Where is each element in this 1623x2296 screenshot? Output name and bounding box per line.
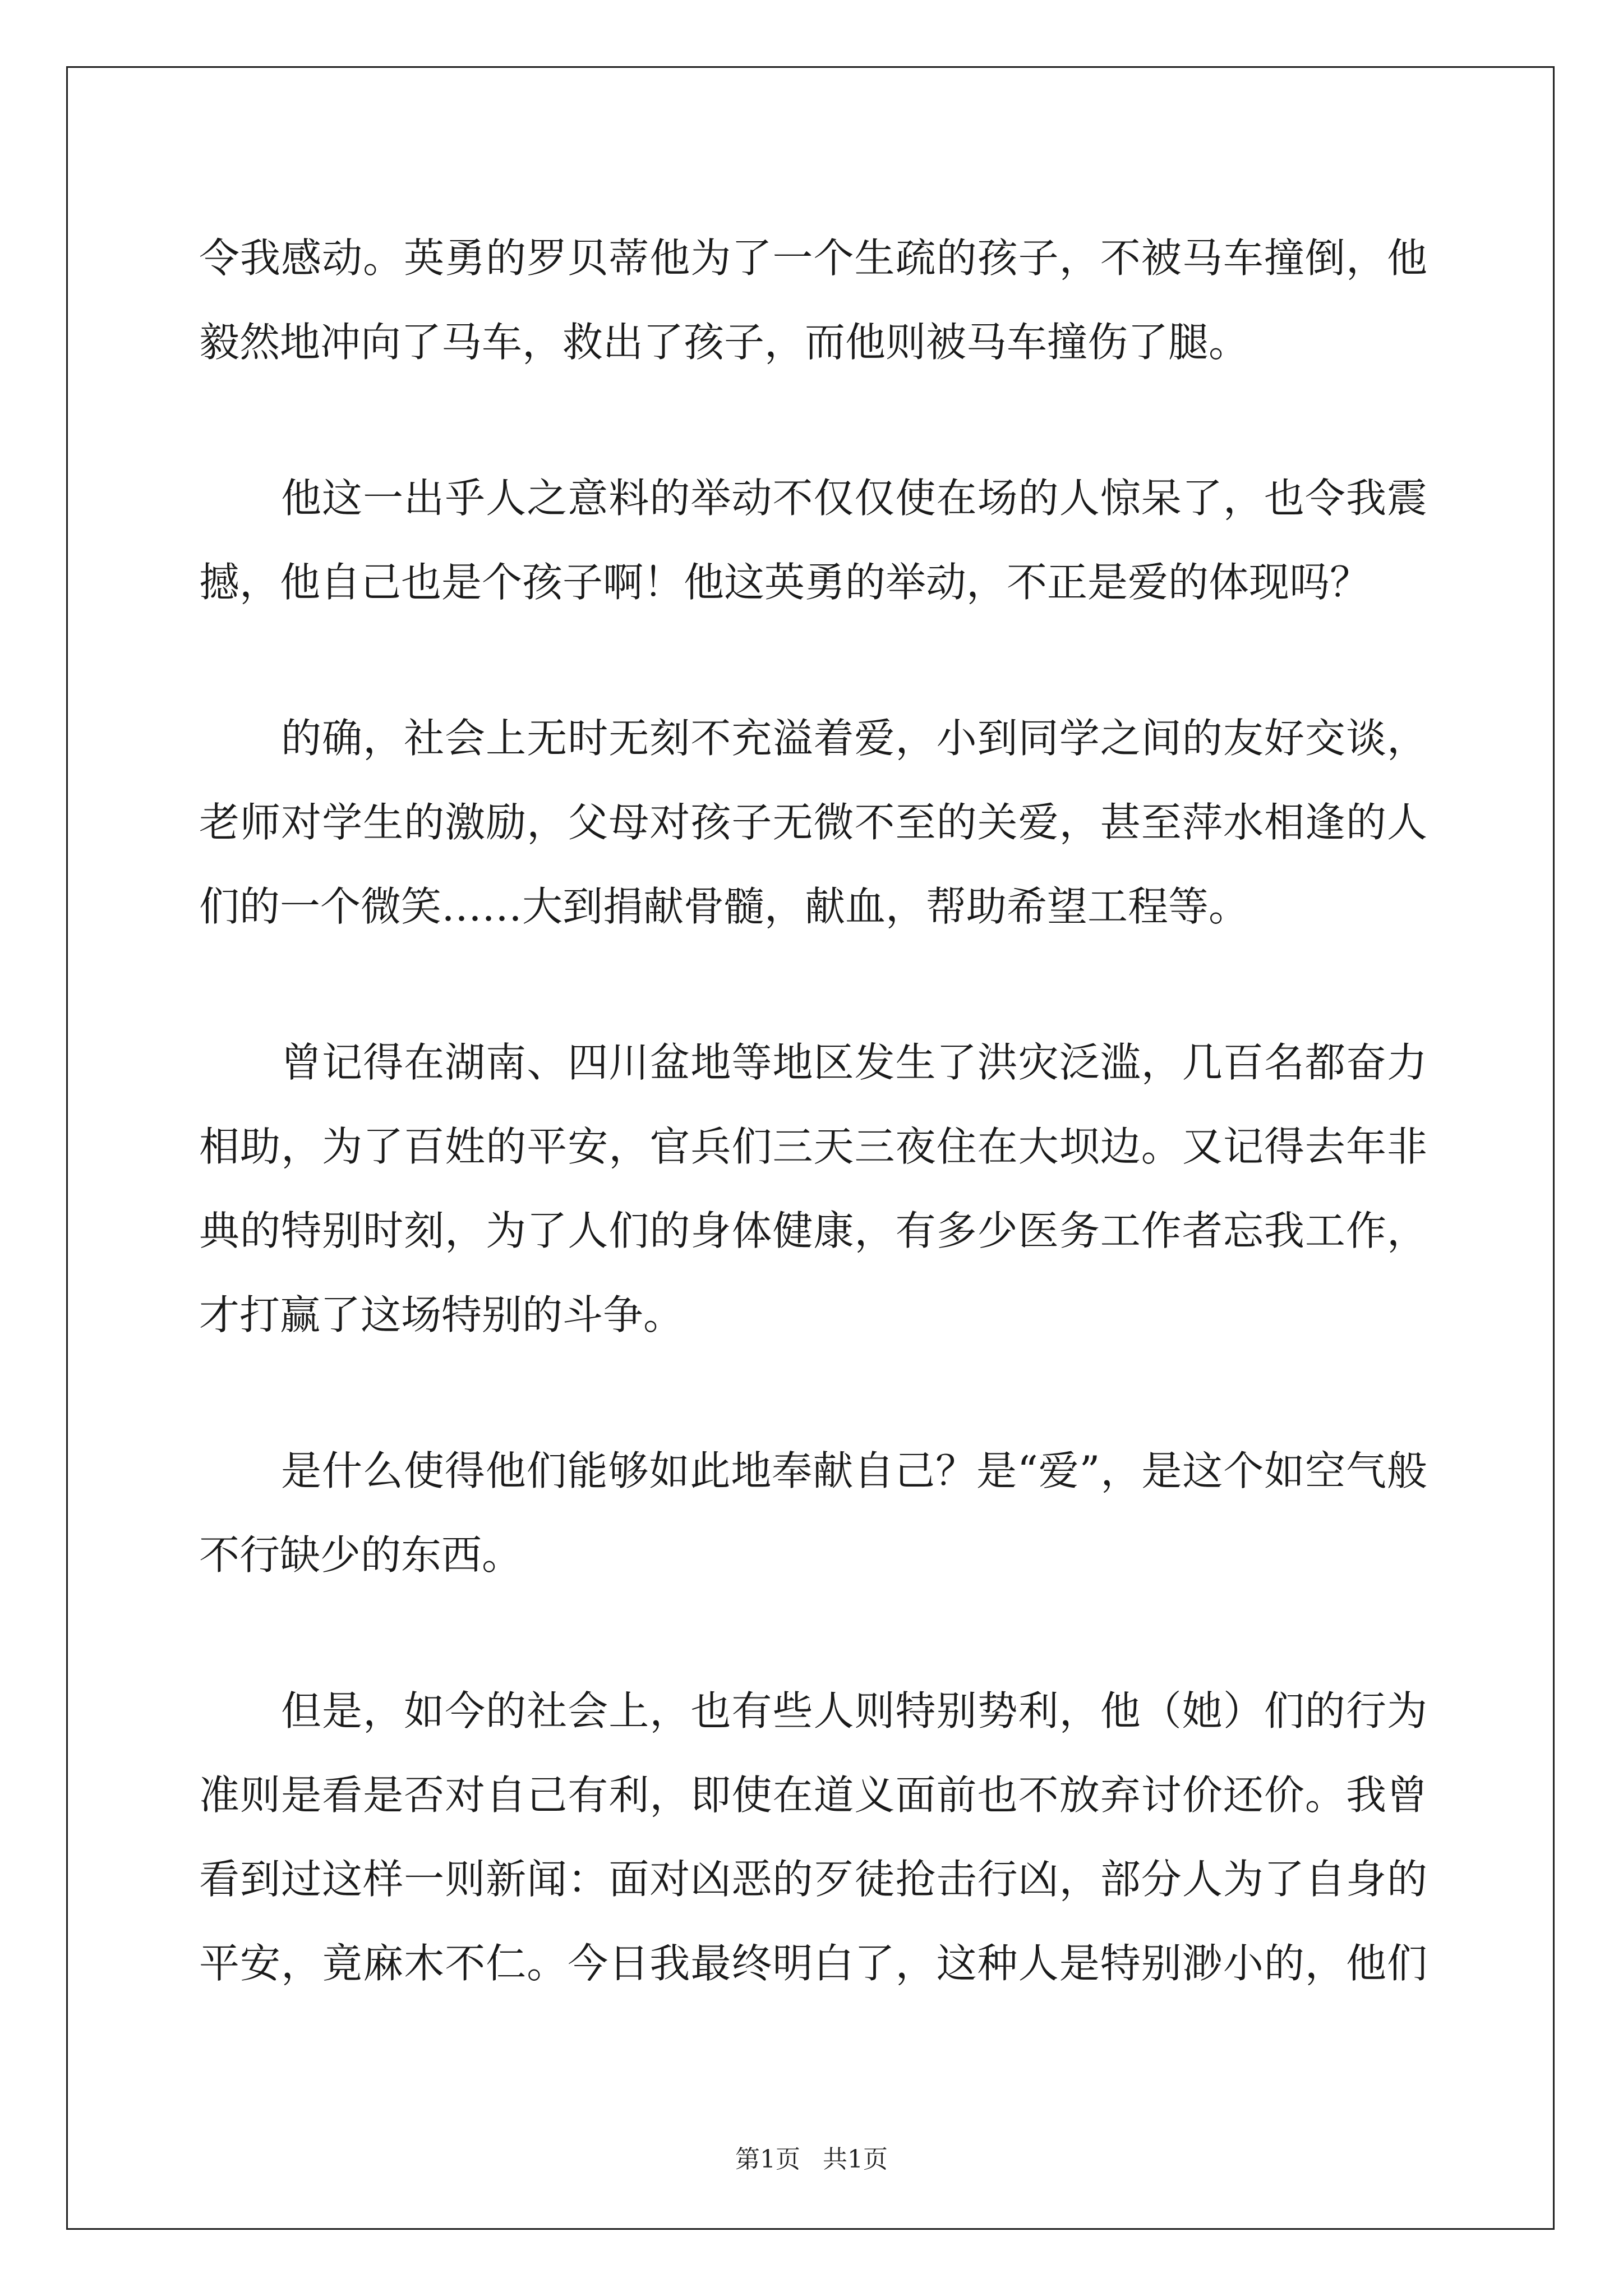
text-line: 不行缺少的东西。 [199, 1531, 523, 1579]
text-line: 老师对学生的激励，父母对孩子无微不至的关爱，甚至萍水相逢的人 [199, 799, 1427, 846]
text-line: 曾记得在湖南、四川盆地等地区发生了洪灾泛滥，几百名都奋力 [281, 1039, 1427, 1086]
text-line: 的确，社会上无时无刻不充溢着爱，小到同学之间的友好交谈， [281, 715, 1427, 762]
paragraph [199, 456, 1427, 624]
paragraph [199, 696, 1427, 949]
page-number: 第1页 [735, 2145, 800, 2174]
paragraph [199, 1669, 1427, 2005]
text-line: 平安，竟麻木不仁。今日我最终明白了，这种人是特别渺小的，他们 [199, 1940, 1427, 1987]
text-line: 毅然地冲向了马车，救出了孩子，而他则被马车撞伤了腿。 [199, 319, 1249, 366]
text-line: 撼，他自己也是个孩子啊！他这英勇的举动，不正是爱的体现吗？ [199, 559, 1371, 606]
text-line: 典的特别时刻，为了人们的身体健康，有多少医务工作者忘我工作， [199, 1207, 1427, 1254]
text-line: 看到过这样一则新闻：面对凶恶的歹徒抢击行凶，部分人为了自身的 [199, 1856, 1427, 1903]
text-line: 才打赢了这场特别的斗争。 [199, 1291, 684, 1338]
paragraph [199, 216, 1427, 384]
paragraph [199, 1429, 1427, 1597]
page-footer [0, 2143, 1623, 2177]
paragraph [199, 1020, 1427, 1357]
text-line: 他这一出乎人之意料的举动不仅仅使在场的人惊呆了，也令我震 [281, 475, 1427, 522]
text-line: 准则是看是否对自己有利，即使在道义面前也不放弃讨价还价。我曾 [199, 1772, 1427, 1819]
text-line: 是什么使得他们能够如此地奉献自己？是“爱”，是这个如空气般 [281, 1447, 1427, 1494]
text-line: 令我感动。英勇的罗贝蒂他为了一个生疏的孩子，不被马车撞倒，他 [199, 234, 1427, 282]
text-line: 相助，为了百姓的平安，官兵们三天三夜住在大坝边。又记得去年非 [199, 1123, 1427, 1170]
text-line: 们的一个微笑……大到捐献骨髓，献血，帮助希望工程等。 [199, 883, 1249, 930]
page-total: 共1页 [823, 2145, 888, 2174]
document-body [199, 216, 1427, 2005]
text-line: 但是，如今的社会上，也有些人则特别势利，他（她）们的行为 [281, 1687, 1427, 1734]
